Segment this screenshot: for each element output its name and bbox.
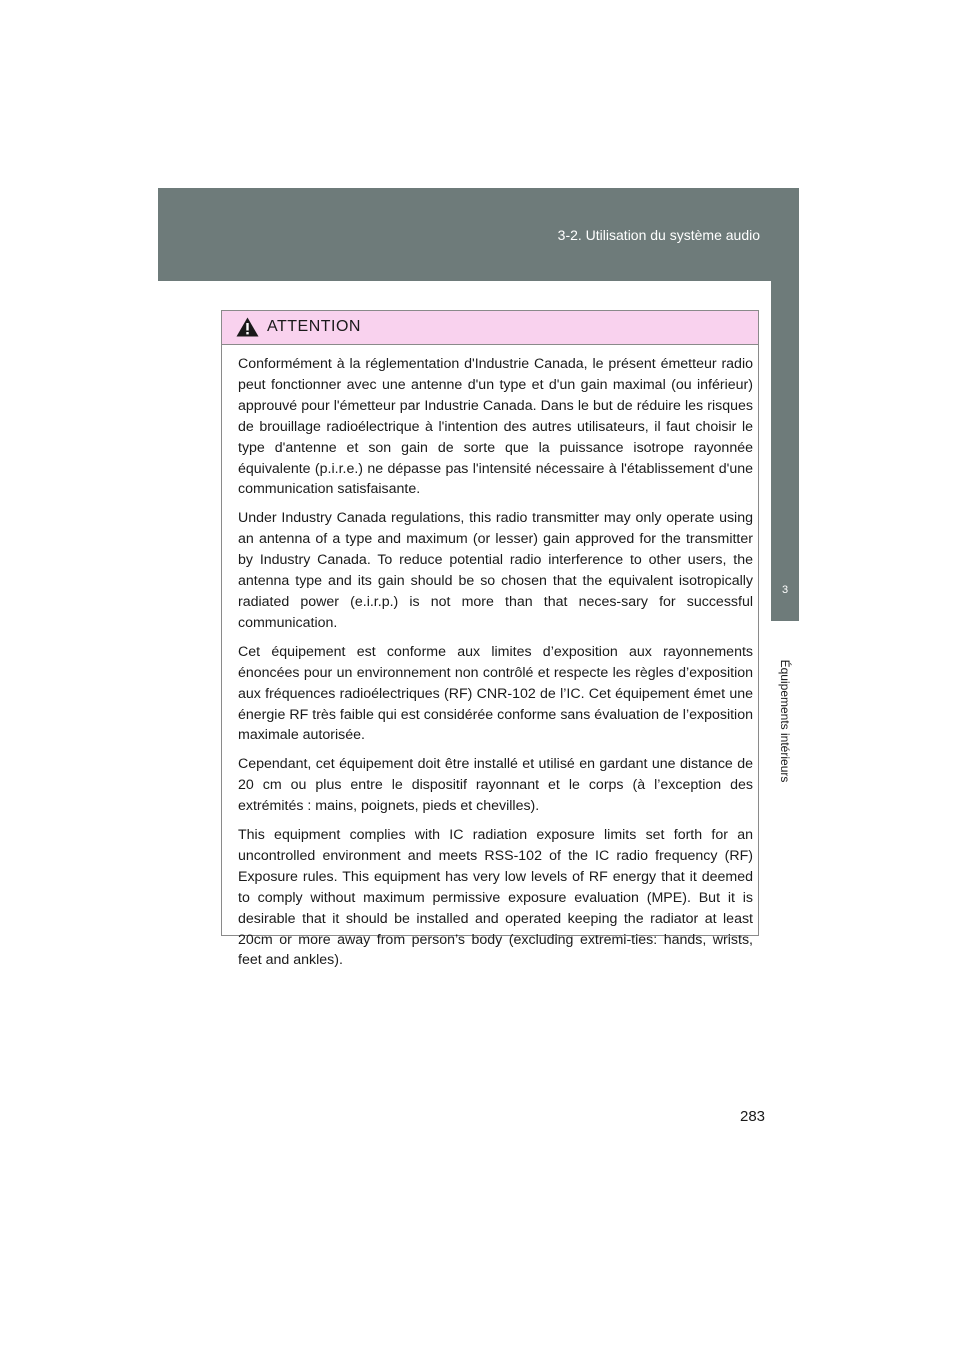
section-title: 3-2. Utilisation du système audio	[557, 227, 760, 243]
chapter-label: Équipements intérieurs	[778, 659, 792, 783]
chapter-label-container	[771, 621, 799, 821]
warning-paragraph: Cet équipement est conforme aux limites d’exposition aux rayonnements énoncées pour un environnement non contrôlé et respecte les règles d’exposition aux fréquences radioélectriques (RF) CNR-102 de l’IC. Cet équipement émet une énergie RF très faible qui est considérée conforme sans évaluation de l’exposition maximale autorisée.	[238, 643, 753, 744]
warning-paragraph: Conformément à la réglementation d'Industrie Canada, le présent émetteur radio peut fonctionner avec une antenne d'un type et d'un gain maximal (ou inférieur) approuvé pour l'émetteur par Industrie Canada. Dans le but de réduire les risques de brouillage radioélectrique à l'intention des autres utilisateurs, il faut choisir le type d'antenne et son gain de sorte que la puissance isotrope rayonnée équivalente (p.i.r.e.) ne dépasse pas l'intensité nécessaire à l'établissement d'une communication satisfaisante.	[238, 356, 753, 498]
warning-title: ATTENTION	[267, 318, 361, 335]
warning-triangle-icon	[236, 317, 259, 337]
chapter-number: 3	[771, 559, 799, 621]
warning-paragraph: Cependant, cet équipement doit être installé et utilisé en gardant une distance de 20 cm ou plus entre le dispositif rayonnant et le corps (à l’exception des extrémités : mains, poignets, pieds et chevilles).	[238, 756, 753, 815]
warning-box	[221, 310, 759, 969]
side-tab-bar	[771, 281, 799, 559]
warning-header	[222, 311, 758, 345]
page-number: 283	[740, 1108, 766, 1125]
warning-paragraph: This equipment complies with IC radiation exposure limits set forth for an uncontrolled environment and meets RSS-102 of the IC radio frequency (RF) Exposure rules. This equipment has very low levels of RF energy that it deemed to comply without maximum permissive exposure evaluation (MPE). But it is desirable that it should be installed and operated keeping the radiator at least 20cm or more away from person’s body (excluding extremi-ties: hands, wrists, feet and ankles).	[238, 827, 753, 969]
warning-paragraph: Under Industry Canada regulations, this radio transmitter may only operate using an antenna of a type and maximum (or lesser) gain approved for the transmitter by Industry Canada. To reduce potential radio interference to other users, the antenna type and its gain should be so chosen that the equivalent isotropically radiated power (e.i.r.p.) is not more than that neces-sary for successful communication.	[238, 510, 753, 631]
header-band	[158, 188, 799, 281]
warning-body	[222, 345, 758, 971]
